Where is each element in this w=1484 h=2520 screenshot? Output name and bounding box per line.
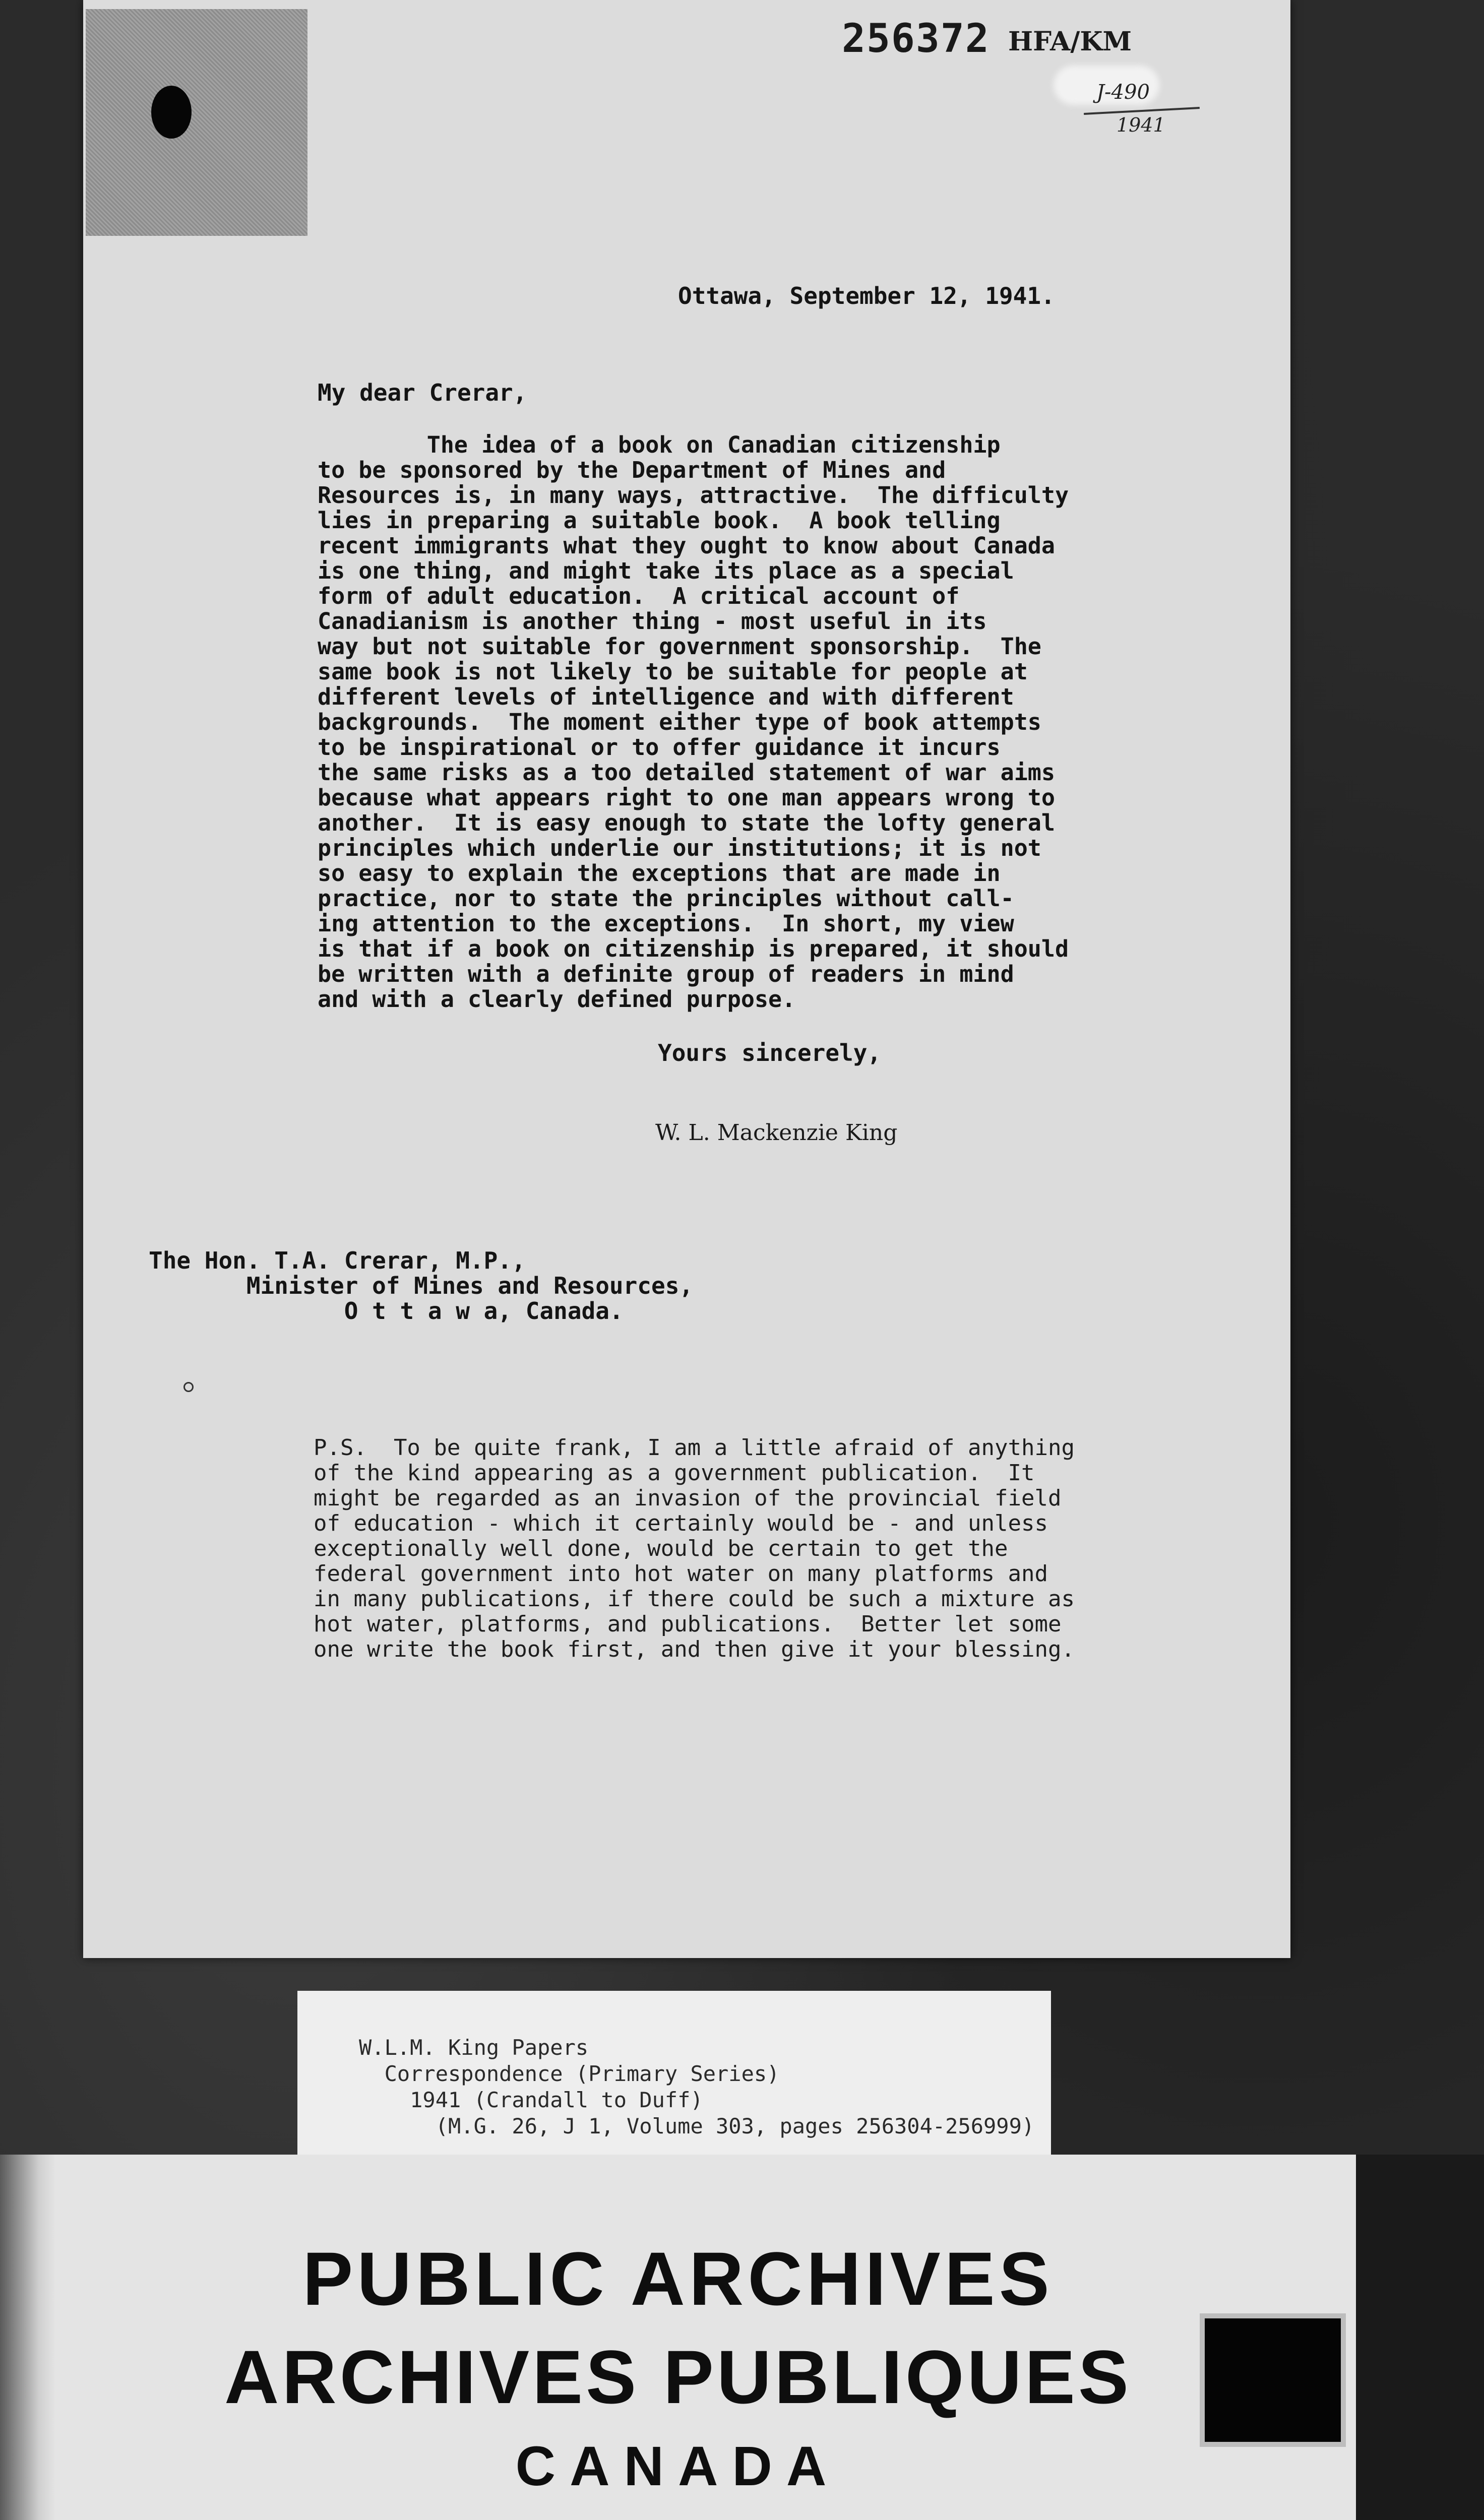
archive-label-line: Correspondence (Primary Series) xyxy=(359,2061,780,2086)
letter-closing: Yours sincerely, xyxy=(658,1039,882,1066)
banner-line-canada: CANADA xyxy=(515,2435,841,2497)
letter-body-line: to be inspirational or to offer guidance it incurs xyxy=(318,734,1001,761)
letter-body-line: way but not suitable for government sponsorship. The xyxy=(318,633,1041,660)
postscript-line: federal government into hot water on many platforms and xyxy=(314,1561,1048,1587)
letter-body-line: backgrounds. The moment either type of book attempts xyxy=(318,709,1041,735)
handwritten-year: 1941 xyxy=(1117,114,1165,136)
letter-body-line: same book is not likely to be suitable for people at xyxy=(318,658,1028,685)
letter-salutation: My dear Crerar, xyxy=(318,379,527,406)
letter-body-line: to be sponsored by the Department of Mines and xyxy=(318,457,946,483)
letter-body-line: form of adult education. A critical account of xyxy=(318,583,960,609)
letter-body-line: the same risks as a too detailed statement of war aims xyxy=(318,759,1055,786)
letter-body-line: and with a clearly defined purpose. xyxy=(318,986,796,1013)
address-line: Minister of Mines and Resources, xyxy=(149,1272,694,1299)
address-line: O t t a w a, Canada. xyxy=(149,1297,624,1325)
banner-line-archives-publiques: ARCHIVES PUBLIQUES xyxy=(224,2335,1132,2419)
letter-body-line: Resources is, in many ways, attractive. The difficulty xyxy=(318,482,1069,509)
postscript-line: of education - which it certainly would be - and unless xyxy=(314,1510,1048,1536)
postscript-line: hot water, platforms, and publications. Better let some xyxy=(314,1611,1062,1637)
postscript-line: in many publications, if there could be such a mixture as xyxy=(314,1586,1075,1612)
archive-label-line: W.L.M. King Papers xyxy=(359,2035,589,2060)
letter-body-line: Canadianism is another thing - most useful in its xyxy=(318,608,987,635)
letter-date: Ottawa, September 12, 1941. xyxy=(678,282,1055,309)
letter-body-line: so easy to explain the exceptions that are made in xyxy=(318,860,1001,887)
typist-initials: HFA/KM xyxy=(1008,26,1132,57)
letter-body-line: is one thing, and might take its place as a special xyxy=(318,557,1014,584)
banner-line-public-archives: PUBLIC ARCHIVES xyxy=(302,2236,1054,2321)
archive-label-line: 1941 (Crandall to Duff) xyxy=(359,2088,703,2112)
film-marker-box xyxy=(1200,2313,1346,2447)
letter-body-line: another. It is easy enough to state the lofty general xyxy=(318,809,1055,836)
letter-body-line: recent immigrants what they ought to know about Canada xyxy=(318,532,1055,559)
postscript-line: P.S. To be quite frank, I am a little afraid of anything xyxy=(314,1435,1075,1461)
letter-body-line: because what appears right to one man appears wrong to xyxy=(318,784,1055,811)
postscript-line: one write the book first, and then give it your blessing. xyxy=(314,1636,1075,1662)
grey-corner-patch xyxy=(86,9,307,236)
letter-signature: W. L. Mackenzie King xyxy=(655,1120,898,1146)
letter-body-line: ing attention to the exceptions. In short, my view xyxy=(318,910,1014,937)
address-line: The Hon. T.A. Crerar, M.P., xyxy=(149,1247,526,1274)
punch-hole-icon xyxy=(151,86,192,139)
postscript-line: exceptionally well done, would be certain to get the xyxy=(314,1536,1008,1561)
archive-label-line: (M.G. 26, J 1, Volume 303, pages 256304-256999) xyxy=(359,2114,1035,2138)
letter-body-line: be written with a definite group of readers in mind xyxy=(318,961,1014,987)
document-number: 256372 xyxy=(842,16,990,61)
postscript-line: of the kind appearing as a government publication. It xyxy=(314,1460,1035,1486)
stray-mark xyxy=(183,1382,194,1392)
letter-body-line: different levels of intelligence and with different xyxy=(318,683,1014,710)
letter-body-line: principles which underlie our institutions; it is not xyxy=(318,835,1041,861)
letter-body-line: is that if a book on citizenship is prepared, it should xyxy=(318,935,1069,962)
handwritten-file-number: J-490 xyxy=(1096,81,1150,104)
letter-body-line: The idea of a book on Canadian citizenship xyxy=(318,431,1001,458)
film-right-margin xyxy=(1356,2155,1484,2520)
letter-body-line: practice, nor to state the principles without call- xyxy=(318,885,1014,912)
postscript-line: might be regarded as an invasion of the provincial field xyxy=(314,1485,1062,1511)
letter-body-line: lies in preparing a suitable book. A book telling xyxy=(318,507,1001,534)
